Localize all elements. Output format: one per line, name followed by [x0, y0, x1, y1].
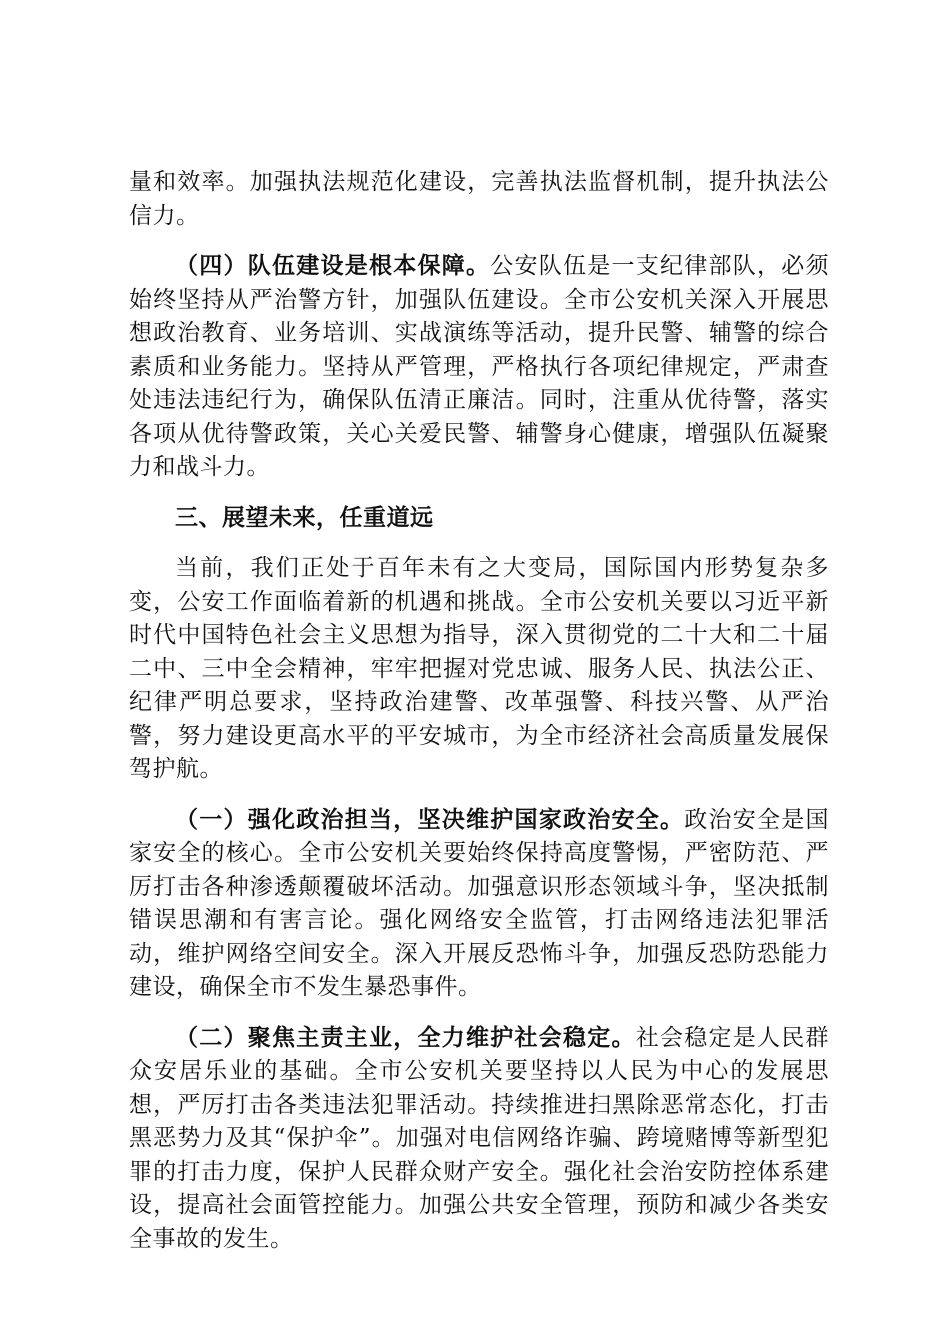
paragraph-lead: （四）队伍建设是根本保障。 [175, 253, 491, 279]
paragraph-team-building [129, 250, 829, 485]
section-heading: 三、展望未来，任重道远 [175, 504, 434, 531]
paragraph-text: 当前，我们正处于百年未有之大变局，国际国内形势复杂多变，公安工作面临着新的机遇和挑战。全市公安机关要以习近平新时代中国特色社会主义思想为指导，深入贯彻党的二十大和二十届二中、三中全会精神，牢牢把握对党忠诚、服务人民、执法公正、纪律严明总要求，坚持政治建警、改革强警、科技兴警、从严治警，努力建设更高水平的平安城市，为全市经济社会高质量发展保驾护航。 [129, 555, 829, 782]
paragraph-text: 政治安全是国家安全的核心。全市公安机关要始终保持高度警惕，严密防范、严厉打击各种渗透颠覆破坏活动。加强意识形态领域斗争，坚决抵制错误思潮和有害言论。强化网络安全监管，打击网络违法犯罪活动，维护网络空间安全。深入开展反恐怖斗争，加强反恐防恐能力建设，确保全市不发生暴恐事件。 [129, 806, 829, 1000]
paragraph-political-security [129, 804, 829, 1005]
paragraph-continuation [129, 166, 829, 233]
document-body [129, 166, 829, 1273]
paragraph-lead: （二）聚焦主责主业，全力维护社会稳定。 [175, 1024, 636, 1051]
paragraph-text: 量和效率。加强执法规范化建设，完善执法监督机制，提升执法公信力。 [129, 169, 829, 229]
paragraph-lead: （一）强化政治担当，坚决维护国家政治安全。 [175, 806, 685, 833]
paragraph-outlook [129, 552, 829, 787]
paragraph-text: 公安队伍是一支纪律部队，必须始终坚持从严治警方针，加强队伍建设。全市公安机关深入开展思想政治教育、业务培训、实战演练等活动，提升民警、辅警的综合素质和业务能力。坚持从严管理，严格执行各项纪律规定，严肃查处违法违纪行为，确保队伍清正廉洁。同时，注重从优待警，落实各项从优待警政策，关心关爱民警、辅警身心健康，增强队伍凝聚力和战斗力。 [129, 253, 829, 480]
paragraph-social-stability [129, 1022, 829, 1257]
paragraph-text: 社会稳定是人民群众安居乐业的基础。全市公安机关要坚持以人民为中心的发展思想，严厉打击各类违法犯罪活动。持续推进扫黑除恶常态化，打击黑恶势力及其“保护伞”。加强对电信网络诈骗、跨境赌博等新型犯罪的打击力度，保护人民群众财产安全。强化社会治安防控体系建设，提高社会面管控能力。加强公共安全管理，预防和减少各类安全事故的发生。 [129, 1024, 829, 1252]
